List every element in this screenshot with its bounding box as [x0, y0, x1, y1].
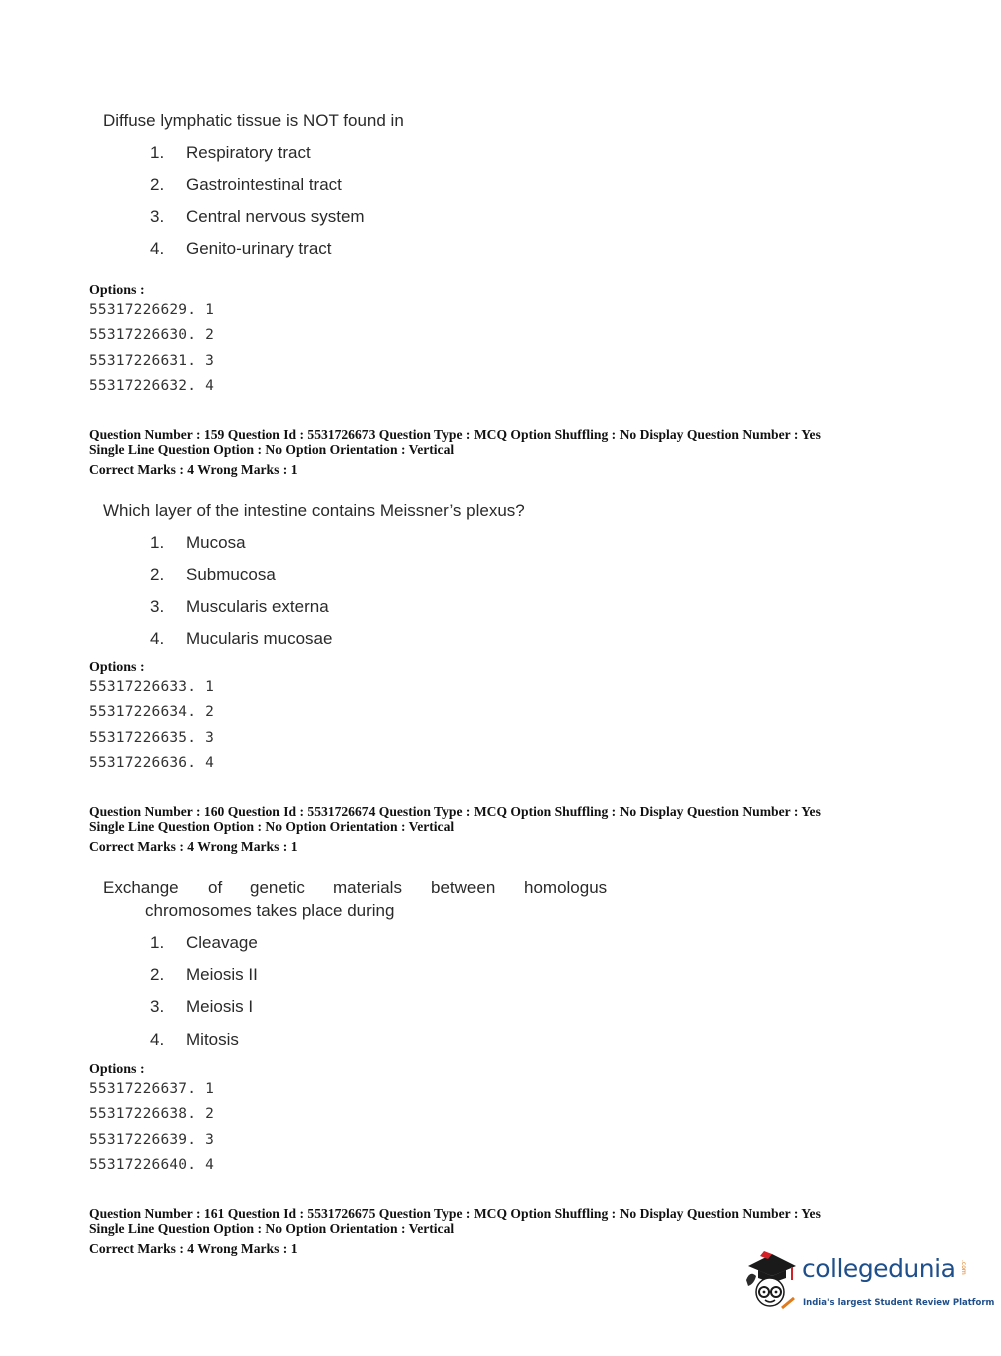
q160-text-word-4: materials — [333, 878, 402, 897]
q160-choice-4: 4. Mitosis — [150, 1030, 239, 1049]
q160-text-word-6: homologus — [524, 878, 608, 897]
logo-name: collegedunia — [802, 1254, 956, 1283]
question-158-text: Diffuse lymphatic tissue is NOT found in — [103, 111, 404, 130]
q159-choice-1: 1. Mucosa — [150, 533, 246, 552]
q159-meta-line-2: Single Line Question Option : No Option Orientation : Vertical — [89, 442, 455, 457]
collegedunia-logo — [742, 1250, 995, 1312]
q161-meta-line-3: Correct Marks : 4 Wrong Marks : 1 — [89, 1241, 298, 1256]
logo-com: .com — [960, 1260, 967, 1275]
q160-options-label: Options : — [89, 1062, 145, 1077]
question-159-text: Which layer of the intestine contains Meissner’s plexus? — [103, 501, 525, 520]
q160-text-word-5: between — [431, 878, 496, 897]
logo-tagline: India's largest Student Review Platform — [803, 1298, 995, 1308]
q159-choice-4: 4. Mucularis mucosae — [150, 629, 333, 648]
q160-option-id-4: 55317226640. 4 — [89, 1157, 215, 1173]
q159-meta-line-3: Correct Marks : 4 Wrong Marks : 1 — [89, 462, 298, 477]
q158-choice-4: 4. Genito-urinary tract — [150, 239, 332, 258]
q160-choice-1: 1. Cleavage — [150, 933, 258, 952]
q159-choice-3: 3. Muscularis externa — [150, 597, 329, 616]
q158-choice-3: 3. Central nervous system — [150, 207, 365, 226]
q160-text-word-2: of — [208, 878, 223, 897]
q158-option-id-3: 55317226631. 3 — [89, 353, 215, 369]
q161-meta-line-2: Single Line Question Option : No Option Orientation : Vertical — [89, 1221, 455, 1236]
q159-option-id-2: 55317226634. 2 — [89, 704, 215, 720]
q160-meta-line-1: Question Number : 160 Question Id : 5531726674 Question Type : MCQ Option Shuffling : No Display Question Number : Yes — [89, 804, 821, 819]
q159-meta-line-1: Question Number : 159 Question Id : 5531726673 Question Type : MCQ Option Shuffling : No Display Question Number : Yes — [89, 427, 821, 442]
q160-text-word-3: genetic — [250, 878, 305, 897]
mascot-icon — [742, 1250, 800, 1312]
q160-meta-line-2: Single Line Question Option : No Option Orientation : Vertical — [89, 819, 455, 834]
q158-option-id-1: 55317226629. 1 — [89, 302, 215, 318]
q158-choice-2: 2. Gastrointestinal tract — [150, 175, 342, 194]
q158-option-id-4: 55317226632. 4 — [89, 378, 215, 394]
q159-option-id-3: 55317226635. 3 — [89, 730, 215, 746]
q160-text-word-1: Exchange — [103, 878, 179, 897]
q158-options-label: Options : — [89, 283, 145, 298]
q159-option-id-4: 55317226636. 4 — [89, 755, 215, 771]
q160-option-id-1: 55317226637. 1 — [89, 1081, 215, 1097]
q160-meta-line-3: Correct Marks : 4 Wrong Marks : 1 — [89, 839, 298, 854]
q160-option-id-3: 55317226639. 3 — [89, 1132, 215, 1148]
q159-option-id-1: 55317226633. 1 — [89, 679, 215, 695]
q159-choice-2: 2. Submucosa — [150, 565, 276, 584]
q159-options-label: Options : — [89, 660, 145, 675]
q160-option-id-2: 55317226638. 2 — [89, 1106, 215, 1122]
q160-text-line-2: chromosomes takes place during — [145, 901, 395, 920]
q158-option-id-2: 55317226630. 2 — [89, 327, 215, 343]
q160-choice-3: 3. Meiosis I — [150, 997, 254, 1016]
q161-meta-line-1: Question Number : 161 Question Id : 5531726675 Question Type : MCQ Option Shuffling : No Display Question Number : Yes — [89, 1206, 821, 1221]
q158-choice-1: 1. Respiratory tract — [150, 143, 311, 162]
q160-choice-2: 2. Meiosis II — [150, 965, 258, 984]
